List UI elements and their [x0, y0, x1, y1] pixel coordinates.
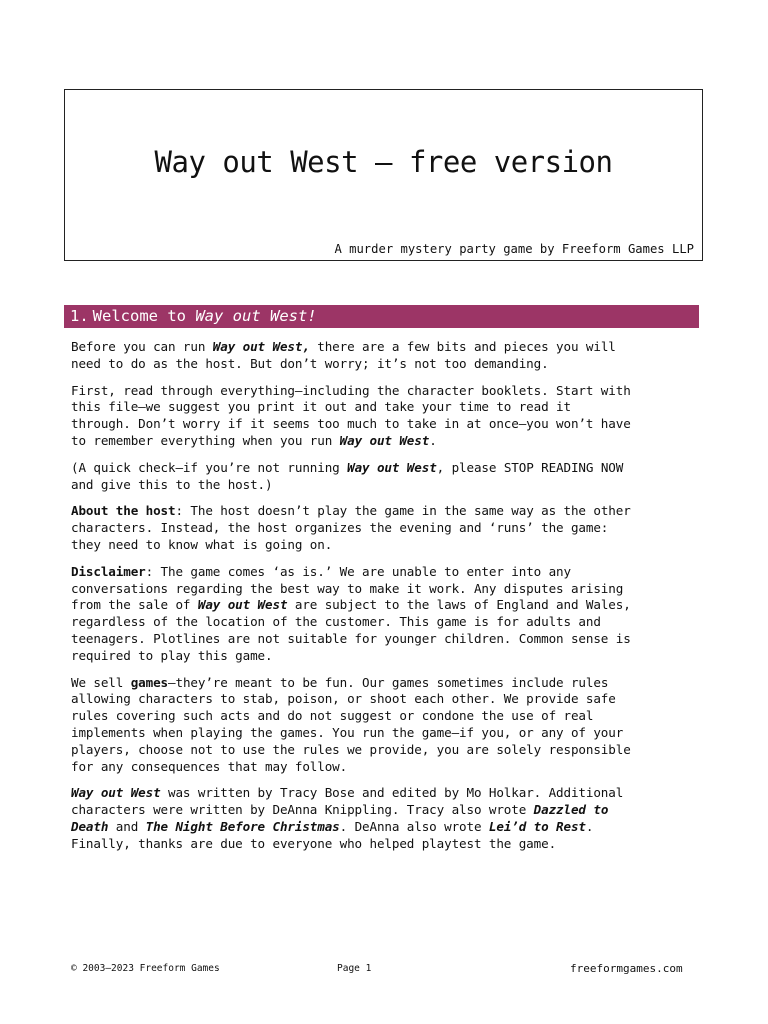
text-run: (A quick check—if you’re not running [71, 459, 348, 475]
game-title-emphasis: Way out West, [212, 339, 310, 354]
paragraph-first-read [71, 383, 701, 450]
text-run: . [429, 432, 437, 448]
title-box [64, 89, 703, 261]
other-title-emphasis: The Night Before Christmas [145, 818, 340, 834]
text-run: was written by Tracy Bose and edited by Mo Holkar. Additional characters were written by DeAnna Knippling. Tracy also wrote [71, 785, 624, 818]
footer-page-number: Page 1 [337, 963, 372, 974]
paragraph-quick-check [71, 460, 701, 494]
section-label: Welcome to [92, 307, 196, 325]
section-heading [64, 305, 699, 328]
text-run: and [108, 818, 146, 834]
game-title-emphasis: Way out West [339, 432, 430, 448]
paragraph-intro [71, 339, 701, 373]
document-title: Way out West – free version [154, 145, 613, 179]
paragraph-games [71, 675, 701, 776]
other-title-emphasis: Lei’d to Rest [488, 818, 586, 834]
section-label-emphasis: Way out West! [195, 307, 317, 325]
game-title-emphasis: Way out West [71, 785, 161, 801]
other-title-emphasis: Dazzled to Death [71, 802, 609, 834]
game-title-emphasis: Way out West [197, 597, 288, 613]
text-run: . Finally, thanks are due to everyone who helped playtest the game. [71, 818, 594, 851]
section-number: 1. [70, 307, 89, 325]
paragraph-credits [71, 785, 701, 852]
text-run: We sell [71, 674, 131, 690]
text-run: there are a few bits and pieces you will need to do as the host. But don’t worry; it’s not too demanding. [71, 339, 616, 371]
game-title-emphasis: Way out West [347, 459, 437, 475]
paragraph-about-host [71, 503, 701, 553]
footer-website: freeformgames.com [570, 962, 683, 975]
footer-copyright: © 2003–2023 Freeform Games [71, 963, 220, 974]
document-body [71, 339, 701, 863]
disclaimer-label: Disclaimer [71, 563, 146, 579]
paragraph-disclaimer [71, 564, 701, 665]
document-subtitle: A murder mystery party game by Freeform Games LLP [334, 242, 694, 256]
text-run: : The game comes ‘as is.’ We are unable to enter into any conversations regarding the best way to make it work. Any disputes arising from the sale of [71, 563, 624, 613]
text-run: First, read through everything—including the character booklets. Start with this file—we suggest you print it out and take your time to read it through. Don’t worry if it seems too much to take in at once—you won’t have to remember everything when you run [71, 382, 631, 448]
text-run: : The host doesn’t play the game in the same way as the other characters. Instead, the host organizes the evening and ‘runs’ the game: they need to know what is going on. [71, 503, 631, 552]
about-host-label: About the host [71, 503, 176, 519]
text-run: . DeAnna also wrote [339, 818, 489, 834]
text-run: —they’re meant to be fun. Our games sometimes include rules allowing characters to stab, poison, or shoot each other. We provide safe rules covering such acts and do not suggest or condone the use of real implements when playing the games. You run the game—if you, or any of your players, choose not to use the rules we provide, you are solely responsible for any consequences that may follow. [71, 674, 631, 774]
text-run: , please STOP READING NOW and give this to the host.) [71, 459, 624, 492]
text-run: are subject to the laws of England and Wales, regardless of the location of the customer. This game is for adults and teenagers. Plotlines are not suitable for younger children. Common sense is required to play this game. [71, 597, 631, 663]
games-emphasis: games [130, 674, 169, 690]
text-run: Before you can run [71, 339, 213, 354]
